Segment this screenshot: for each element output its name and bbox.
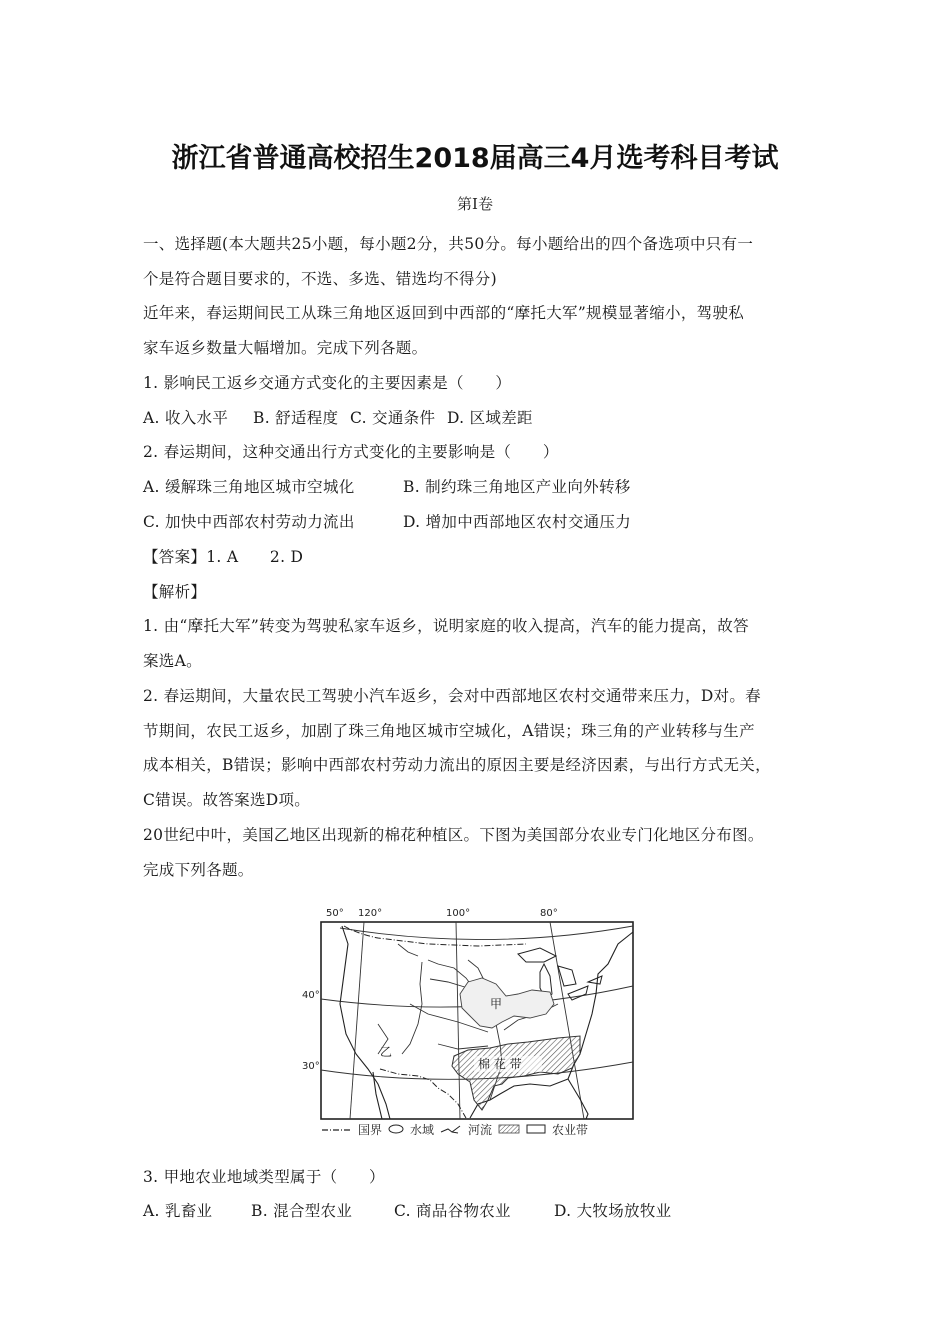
question-2-options-row-1 [143, 475, 631, 497]
passage2-line-2: 完成下列各题。 [143, 861, 254, 879]
question-1-option-b: B. 舒适程度 [253, 409, 339, 427]
question-3-options [143, 1199, 671, 1221]
analysis-line-6: C错误。故答案选D项。 [143, 791, 311, 809]
us-agriculture-map [302, 904, 640, 1142]
question-3-option-b: B. 混合型农业 [251, 1202, 353, 1220]
question-3-stem: 3. 甲地农业地域类型属于（ ） [143, 1168, 385, 1186]
section-intro-line-1: 一、选择题(本大题共25小题，每小题2分，共50分。每小题给出的四个备选项中只有一 [143, 235, 754, 253]
section-intro-line-2: 个是符合题目要求的，不选、多选、错选均不得分) [143, 270, 497, 288]
map-legend [322, 1121, 588, 1138]
region-jia-label: 甲 [490, 997, 503, 1011]
border-south [380, 1069, 466, 1118]
question-2-option-d: D. 增加中西部地区农村交通压力 [403, 513, 632, 531]
analysis-line-2: 案选A。 [143, 652, 202, 670]
blank-belt-symbol-icon [526, 1123, 546, 1137]
question-2-option-a: A. 缓解珠三角地区城市空城化 [143, 478, 355, 496]
question-2-option-b: B. 制约珠三角地区产业向外转移 [403, 478, 631, 496]
cotton-belt-label: 棉 花 带 [478, 1057, 522, 1071]
analysis-line-5: 成本相关，B错误；影响中西部农村劳动力流出的原因主要是经济因素，与出行方式无关， [143, 756, 771, 774]
analysis-line-4: 节期间，农民工返乡，加剧了珠三角地区城市空城化，A错误；珠三角的产业转移与生产 [143, 722, 755, 740]
analysis-heading: 【解析】 [143, 583, 207, 601]
passage1-line-2: 家车返乡数量大幅增加。完成下列各题。 [143, 339, 428, 357]
question-2-stem: 2. 春运期间，这种交通出行方式变化的主要影响是（ ） [143, 443, 559, 461]
cotton-belt [452, 1036, 580, 1110]
lon-label-120: 120° [358, 908, 383, 919]
volume-label: 第Ⅰ卷 [457, 195, 493, 213]
answer-line: 【答案】1. A 2. D [143, 548, 304, 566]
hatched-belt-symbol-icon [498, 1123, 520, 1137]
question-3-option-c: C. 商品谷物农业 [394, 1202, 511, 1220]
question-1-stem: 1. 影响民工返乡交通方式变化的主要因素是（ ） [143, 374, 512, 392]
question-2-option-c: C. 加快中西部农村劳动力流出 [143, 513, 355, 531]
question-1-option-a: A. 收入水平 [143, 409, 229, 427]
border-north [344, 926, 526, 946]
region-yi-label: 乙 [380, 1045, 393, 1059]
question-3-option-d: D. 大牧场放牧业 [554, 1202, 672, 1220]
question-2-options-row-2 [143, 510, 631, 532]
lon-label-50: 50° [326, 908, 344, 919]
lat-label-30: 30° [302, 1061, 320, 1072]
question-1-option-d: D. 区域差距 [447, 409, 533, 427]
legend-river-label: 河流 [468, 1123, 493, 1137]
river-symbol-icon [440, 1123, 462, 1137]
question-3-option-a: A. 乳畜业 [143, 1202, 213, 1220]
passage2-line-1: 20世纪中叶，美国乙地区出现新的棉花种植区。下图为美国部分农业专门化地区分布图。 [143, 826, 764, 844]
analysis-line-3: 2. 春运期间，大量农民工驾驶小汽车返乡，会对中西部地区农村交通带来压力，D对。春 [143, 687, 761, 705]
question-1-options [143, 406, 533, 428]
lat-label-40: 40° [302, 990, 320, 1001]
legend-border-label: 国界 [358, 1123, 383, 1137]
page-title: 浙江省普通高校招生2018届高三4月选考科目考试 [171, 143, 779, 174]
lon-label-100: 100° [446, 908, 471, 919]
passage1-line-1: 近年来，春运期间民工从珠三角地区返回到中西部的“摩托大军”规模显著缩小，驾驶私 [143, 304, 745, 322]
legend-belt-label: 农业带 [552, 1123, 589, 1137]
water-symbol-icon [388, 1123, 404, 1137]
analysis-line-1: 1. 由“摩托大军”转变为驾驶私家车返乡，说明家庭的收入提高，汽车的能力提高，故答 [143, 617, 749, 635]
lon-label-80: 80° [540, 908, 558, 919]
legend-water-label: 水域 [410, 1123, 435, 1137]
question-1-option-c: C. 交通条件 [350, 409, 436, 427]
border-symbol-icon [322, 1123, 352, 1137]
